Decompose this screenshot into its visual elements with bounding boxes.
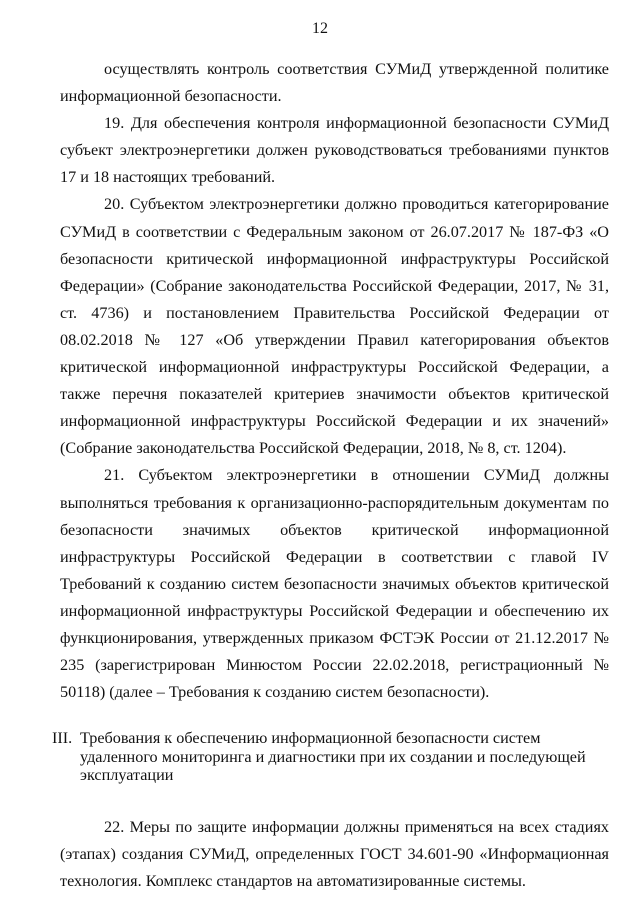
section-heading <box>52 729 609 785</box>
paragraph-22: 22. Меры по защите информации должны применяться на всех стадиях (этапах) создания СУМиД, определенных ГОСТ 34.601-90 «Информационная технология. Комплекс стандартов на автоматизированные системы. <box>60 817 609 890</box>
paragraph-19: 19. Для обеспечения контроля информационной безопасности СУМиД субъект электроэнергетики должен руководствоваться требованиями пунктов 17 и 18 настоящих требований. <box>60 114 609 187</box>
document-body <box>52 56 609 895</box>
section-title: Требования к обеспечению информационной безопасности систем удаленного мониторинга и диагностики при их создании и последующей эксплуатации <box>80 729 586 785</box>
page-number: 12 <box>312 20 328 37</box>
section-number: III. <box>52 729 73 748</box>
paragraph-continuation: осуществлять контроль соответствия СУМиД утвержденной политике информационной безопасности. <box>60 60 609 106</box>
paragraph-21: 21. Субъектом электроэнергетики в отношении СУМиД должны выполняться требования к организационно-распорядительным документам по безопасности значимых объектов критической информационной инфраструктуры Российской Федерации в соответствии с главой IV Требований к созданию систем безопасности значимых объектов критической информационной инфраструктуры Российской Федерации и обеспечению их функционирования, утвержденных приказом ФСТЭК России от 21.12.2017 № 235 (зарегистрирован Минюстом России 22.02.2018, регистрационный № 50118) (далее – Требования к созданию систем безопасности). <box>60 466 609 702</box>
paragraph-20: 20. Субъектом электроэнергетики должно проводиться категорирование СУМиД в соответствии с Федеральным законом от 26.07.2017 № 187-ФЗ «О безопасности критической информационной инфраструктуры Российской Федерации» (Собрание законодательства Российской Федерации, 2017, № 31, ст. 4736) и постановлением Правительства Российской Федерации от 08.02.2018 № 127 «Об утверждении Правил категорирования объектов критической информационной инфраструктуры Российской Федерации, а также перечня показателей критериев значимости объектов критической информационной инфраструктуры Российской Федерации и их значений» (Собрание законодательства Российской Федерации, 2018, № 8, ст. 1204). <box>60 195 609 458</box>
